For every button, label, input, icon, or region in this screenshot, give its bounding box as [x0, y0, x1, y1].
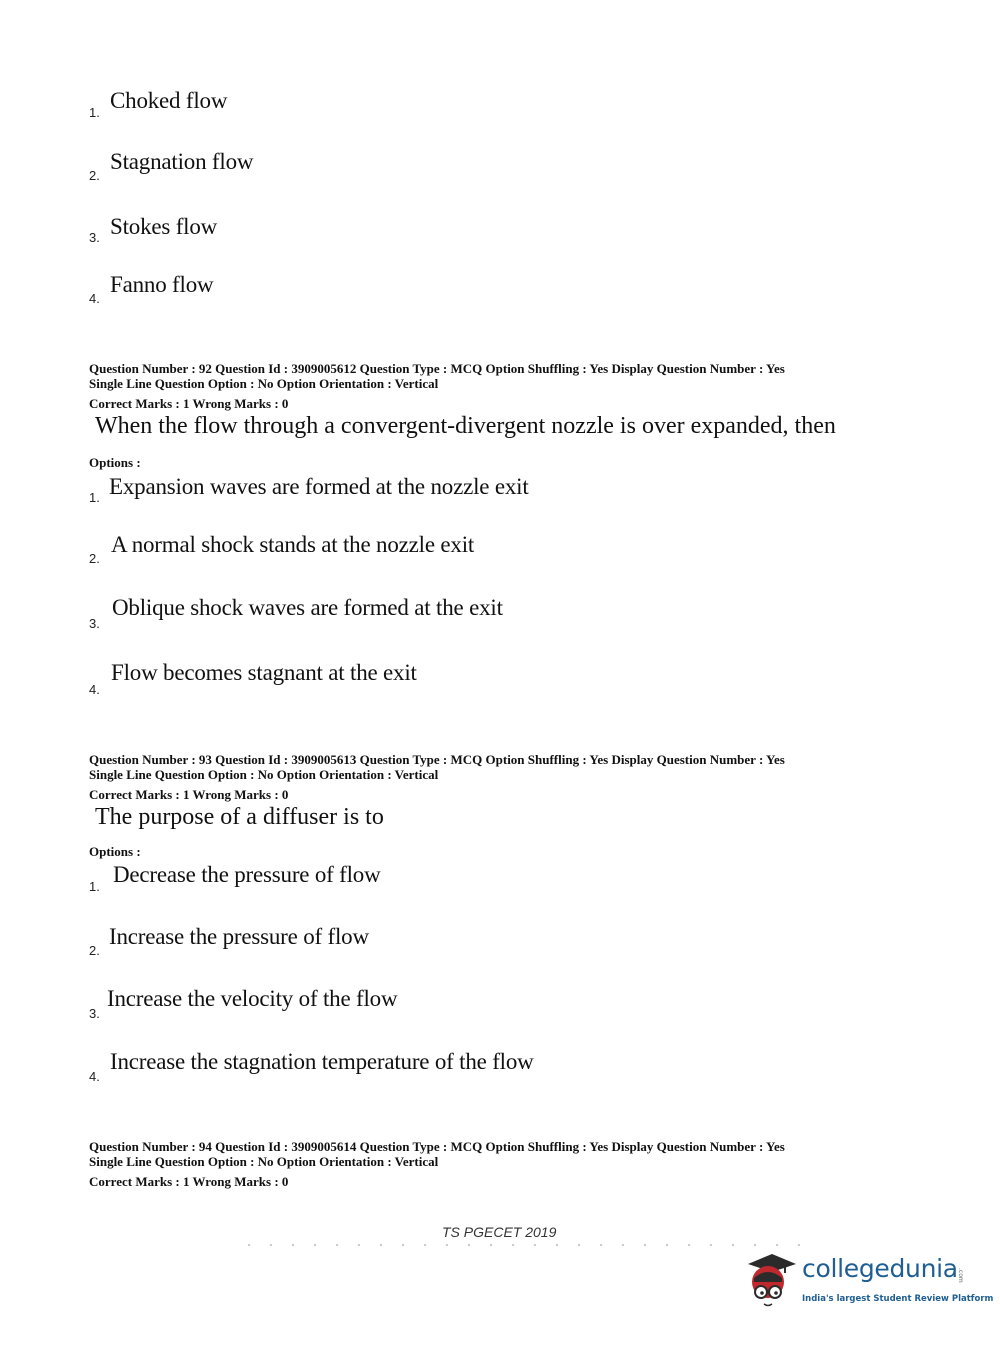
- option-number: 4.: [89, 682, 100, 697]
- option-text: Fanno flow: [110, 272, 214, 297]
- question-meta: [89, 361, 785, 391]
- option-text: Oblique shock waves are formed at the exit: [112, 595, 503, 620]
- question-meta: [89, 752, 785, 782]
- option-number: 3.: [89, 1006, 100, 1021]
- option-number: 3.: [89, 616, 100, 631]
- marks-line: Correct Marks : 1 Wrong Marks : 0: [89, 396, 289, 411]
- option-number: 2.: [89, 168, 100, 183]
- option-text: Stokes flow: [110, 214, 218, 239]
- options-label: Options :: [89, 844, 141, 859]
- option-number: 2.: [89, 551, 100, 566]
- option-text: Increase the velocity of the flow: [107, 986, 398, 1011]
- page-footer: TS PGECET 2019: [442, 1224, 557, 1240]
- option-number: 1.: [89, 879, 100, 894]
- option-text: Flow becomes stagnant at the exit: [111, 660, 417, 685]
- option-text: Choked flow: [110, 88, 228, 113]
- logo-wordmark: collegedunia: [802, 1254, 958, 1283]
- option-text: Increase the stagnation temperature of the flow: [110, 1049, 534, 1074]
- question-meta: [89, 1139, 785, 1169]
- question-text: The purpose of a diffuser is to: [95, 804, 384, 830]
- logo-suffix: .com: [957, 1268, 964, 1283]
- option-text: A normal shock stands at the nozzle exit: [111, 532, 475, 557]
- question-meta-line: Question Number : 93 Question Id : 3909005613 Question Type : MCQ Option Shuffling : Yes Display Question Number : Yes: [89, 752, 785, 767]
- collegedunia-logo: [742, 1248, 994, 1314]
- question-meta-line: Single Line Question Option : No Option Orientation : Vertical: [89, 376, 439, 391]
- option-text: Increase the pressure of flow: [109, 924, 369, 949]
- marks-line: Correct Marks : 1 Wrong Marks : 0: [89, 1174, 289, 1189]
- mascot-icon: [742, 1248, 802, 1314]
- option-text: Expansion waves are formed at the nozzle exit: [109, 474, 529, 499]
- question-meta-line: Question Number : 94 Question Id : 3909005614 Question Type : MCQ Option Shuffling : Yes Display Question Number : Yes: [89, 1139, 785, 1154]
- question-meta-line: Question Number : 92 Question Id : 3909005612 Question Type : MCQ Option Shuffling : Yes Display Question Number : Yes: [89, 361, 785, 376]
- option-number: 2.: [89, 943, 100, 958]
- option-text: Decrease the pressure of flow: [113, 862, 381, 887]
- option-number: 4.: [89, 1069, 100, 1084]
- logo-tagline: India's largest Student Review Platform: [802, 1294, 994, 1304]
- option-number: 1.: [89, 490, 100, 505]
- option-number: 4.: [89, 291, 100, 306]
- option-text: Stagnation flow: [110, 149, 254, 174]
- question-meta-line: Single Line Question Option : No Option Orientation : Vertical: [89, 1154, 439, 1169]
- option-number: 1.: [89, 105, 100, 120]
- option-number: 3.: [89, 230, 100, 245]
- question-text: When the flow through a convergent-divergent nozzle is over expanded, then: [95, 413, 836, 439]
- options-label: Options :: [89, 455, 141, 470]
- question-meta-line: Single Line Question Option : No Option Orientation : Vertical: [89, 767, 439, 782]
- marks-line: Correct Marks : 1 Wrong Marks : 0: [89, 787, 289, 802]
- footer-divider: [238, 1244, 818, 1246]
